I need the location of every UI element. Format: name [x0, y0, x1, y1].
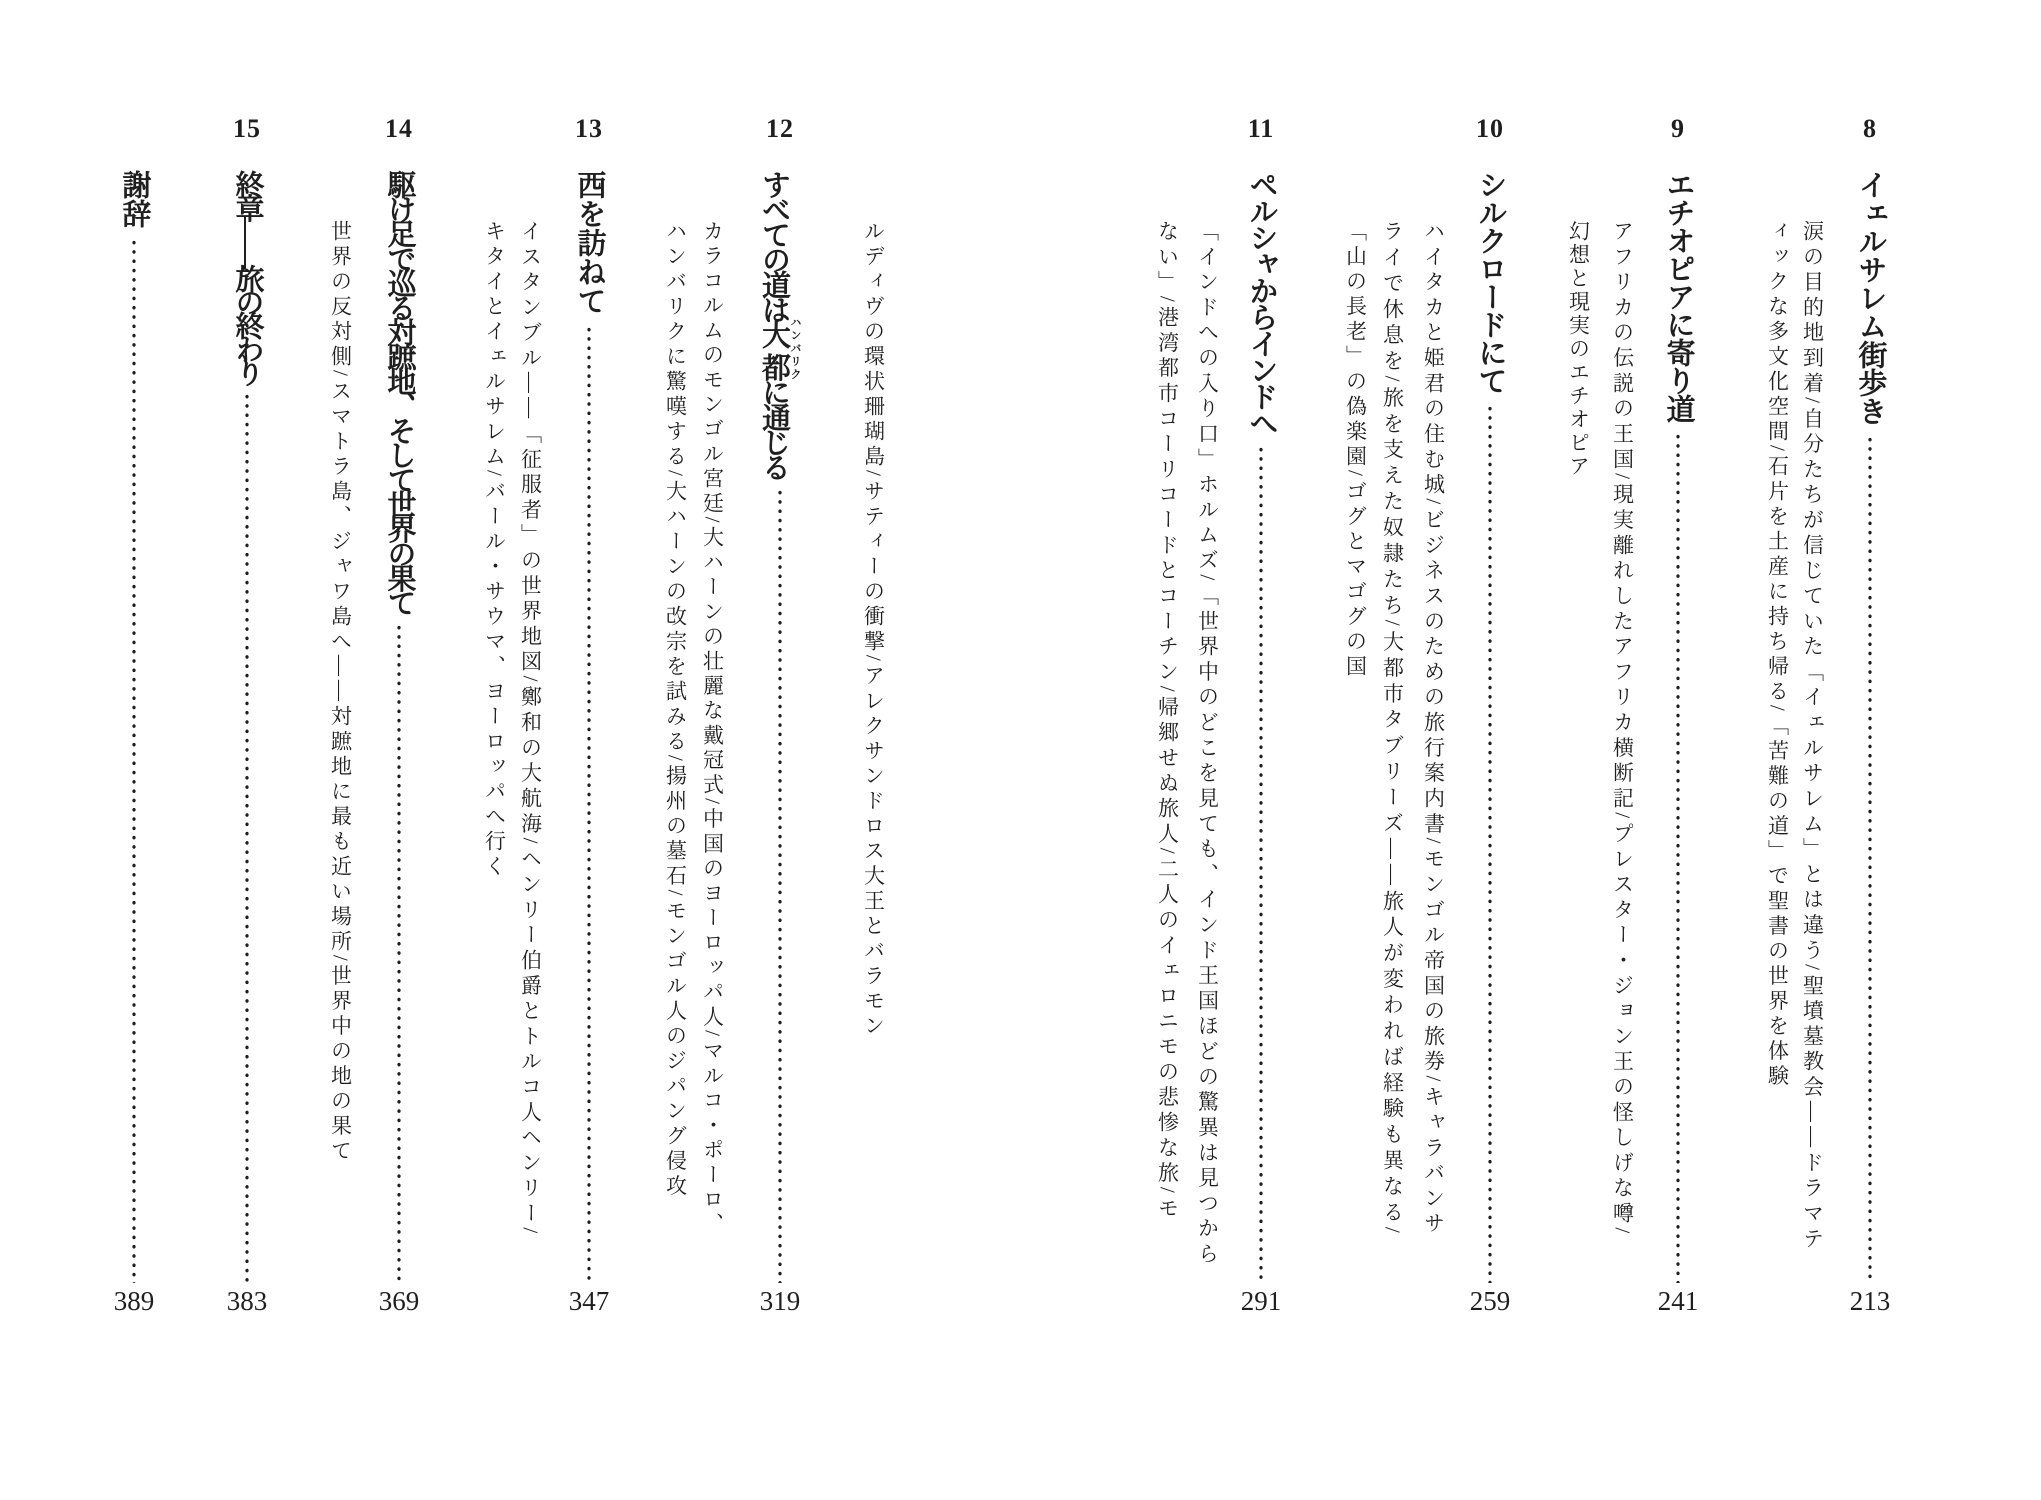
- page-number: 213: [1849, 1286, 1891, 1316]
- chapter-title: ペルシャからインドへ: [1245, 170, 1278, 435]
- chapter-subtitle-column: 「インドへの入り口」ホルムズ/「世界中のどこを見ても、インド王国ほどの驚異は見つから: [1195, 220, 1220, 1268]
- chapter-subtitle-column: ハイタカと姫君の住む城/ビジネスのための旅行案内書/モンゴル帝国の旅券/キャラバンサ: [1421, 220, 1446, 1238]
- chapter-number: 15: [233, 114, 261, 143]
- chapter-title: すべての道は大都 ハンバリクに通じる: [758, 170, 801, 478]
- chapter-subtitle-column: 「山の長老」の偽楽園/ゴグとマゴグの国: [1343, 220, 1368, 680]
- chapter-number: 9: [1671, 114, 1685, 143]
- page-number: 319: [759, 1286, 801, 1316]
- chapter-title: 西を訪ねて: [573, 170, 606, 315]
- chapter-subtitle-column: ない」/港湾都市コーリコードとコーチン/帰郷せぬ旅人/二人のイェロニモの悲惨な旅/モ: [1155, 220, 1180, 1223]
- chapter-title: 終章――旅の終わり: [231, 170, 264, 382]
- dotted-leader: [587, 325, 592, 1283]
- chapter-subtitle-column: ライで休息を/旅を支えた奴隷たち/大都市タブリーズ――旅人が変われば経験も異なる/: [1380, 220, 1405, 1238]
- dotted-leader: [132, 238, 137, 1283]
- dotted-leader: [1488, 404, 1493, 1283]
- chapter-subtitle-column: 涙の目的地到着/自分たちが信じていた「イェルサレム」とは違う/聖墳墓教会――ドラマテ: [1800, 220, 1825, 1253]
- chapter-number: 10: [1476, 114, 1504, 143]
- chapter-title: イェルサレム街歩き: [1854, 170, 1887, 425]
- chapter-subtitle-column: キタイとイェルサレム/バール・サウマ、ヨーロッパへ行く: [482, 220, 507, 880]
- dotted-leader: [1868, 435, 1873, 1283]
- page-number: 383: [226, 1286, 268, 1316]
- page-number: 347: [568, 1286, 610, 1316]
- page-number: 291: [1240, 1286, 1282, 1316]
- chapter-number: 14: [385, 114, 413, 143]
- chapter-title: シルクロードにて: [1474, 170, 1507, 394]
- chapter-subtitle-column: イスタンブル――「征服者」の世界地図/鄭和の大航海/ヘンリー伯爵とトルコ人ヘンリー/: [518, 220, 543, 1238]
- chapter-subtitle-column: ルディヴの環状珊瑚島/サティーの衝撃/アレクサンドロス大王とバラモン: [861, 220, 886, 1040]
- chapter-title: 謝辞: [118, 170, 151, 228]
- chapter-subtitle-column: 幻想と現実のエチオピア: [1566, 220, 1591, 479]
- chapter-title: 駆け足で巡る対蹠地、そして世界の果て: [383, 170, 416, 613]
- chapter-subtitle-column: ィックな多文化空間/石片を土産に持ち帰る/「苦難の道」で聖書の世界を体験: [1765, 220, 1790, 1090]
- chapter-number: 12: [766, 114, 794, 143]
- chapter-title: エチオピアに寄り道: [1662, 170, 1695, 422]
- dotted-leader: [778, 488, 783, 1283]
- chapter-number: 13: [575, 114, 603, 143]
- chapter-number: 8: [1863, 114, 1877, 143]
- chapter-subtitle-column: ハンバリクに驚嘆する/大ハーンの改宗を試みる/揚州の墓石/モンゴル人のジパング侵攻: [663, 220, 688, 1200]
- dotted-leader: [245, 392, 250, 1283]
- ruby-text: ハンバリク: [789, 316, 801, 382]
- dotted-leader: [1259, 445, 1264, 1283]
- dotted-leader: [1676, 432, 1681, 1283]
- page-number: 259: [1469, 1286, 1511, 1316]
- ruby-annotated-word: 大都 ハンバリク: [758, 316, 801, 382]
- chapter-subtitle-column: アフリカの伝説の王国/現実離れしたアフリカ横断記/プレスター・ジョン王の怪しげな噂/: [1610, 220, 1635, 1238]
- page-number: 389: [113, 1286, 155, 1316]
- chapter-number: 11: [1247, 114, 1275, 143]
- dotted-leader: [397, 623, 402, 1283]
- chapter-subtitle-column: 世界の反対側/スマトラ島、ジャワ島へ――対蹠地に最も近い場所/世界中の地の果て: [328, 220, 353, 1165]
- page-number: 369: [378, 1286, 420, 1316]
- chapter-subtitle-column: カラコルムのモンゴル宮廷/大ハーンの壮麗な戴冠式/中国のヨーロッパ人/マルコ・ポーロ、: [700, 220, 725, 1238]
- page-number: 241: [1657, 1286, 1699, 1316]
